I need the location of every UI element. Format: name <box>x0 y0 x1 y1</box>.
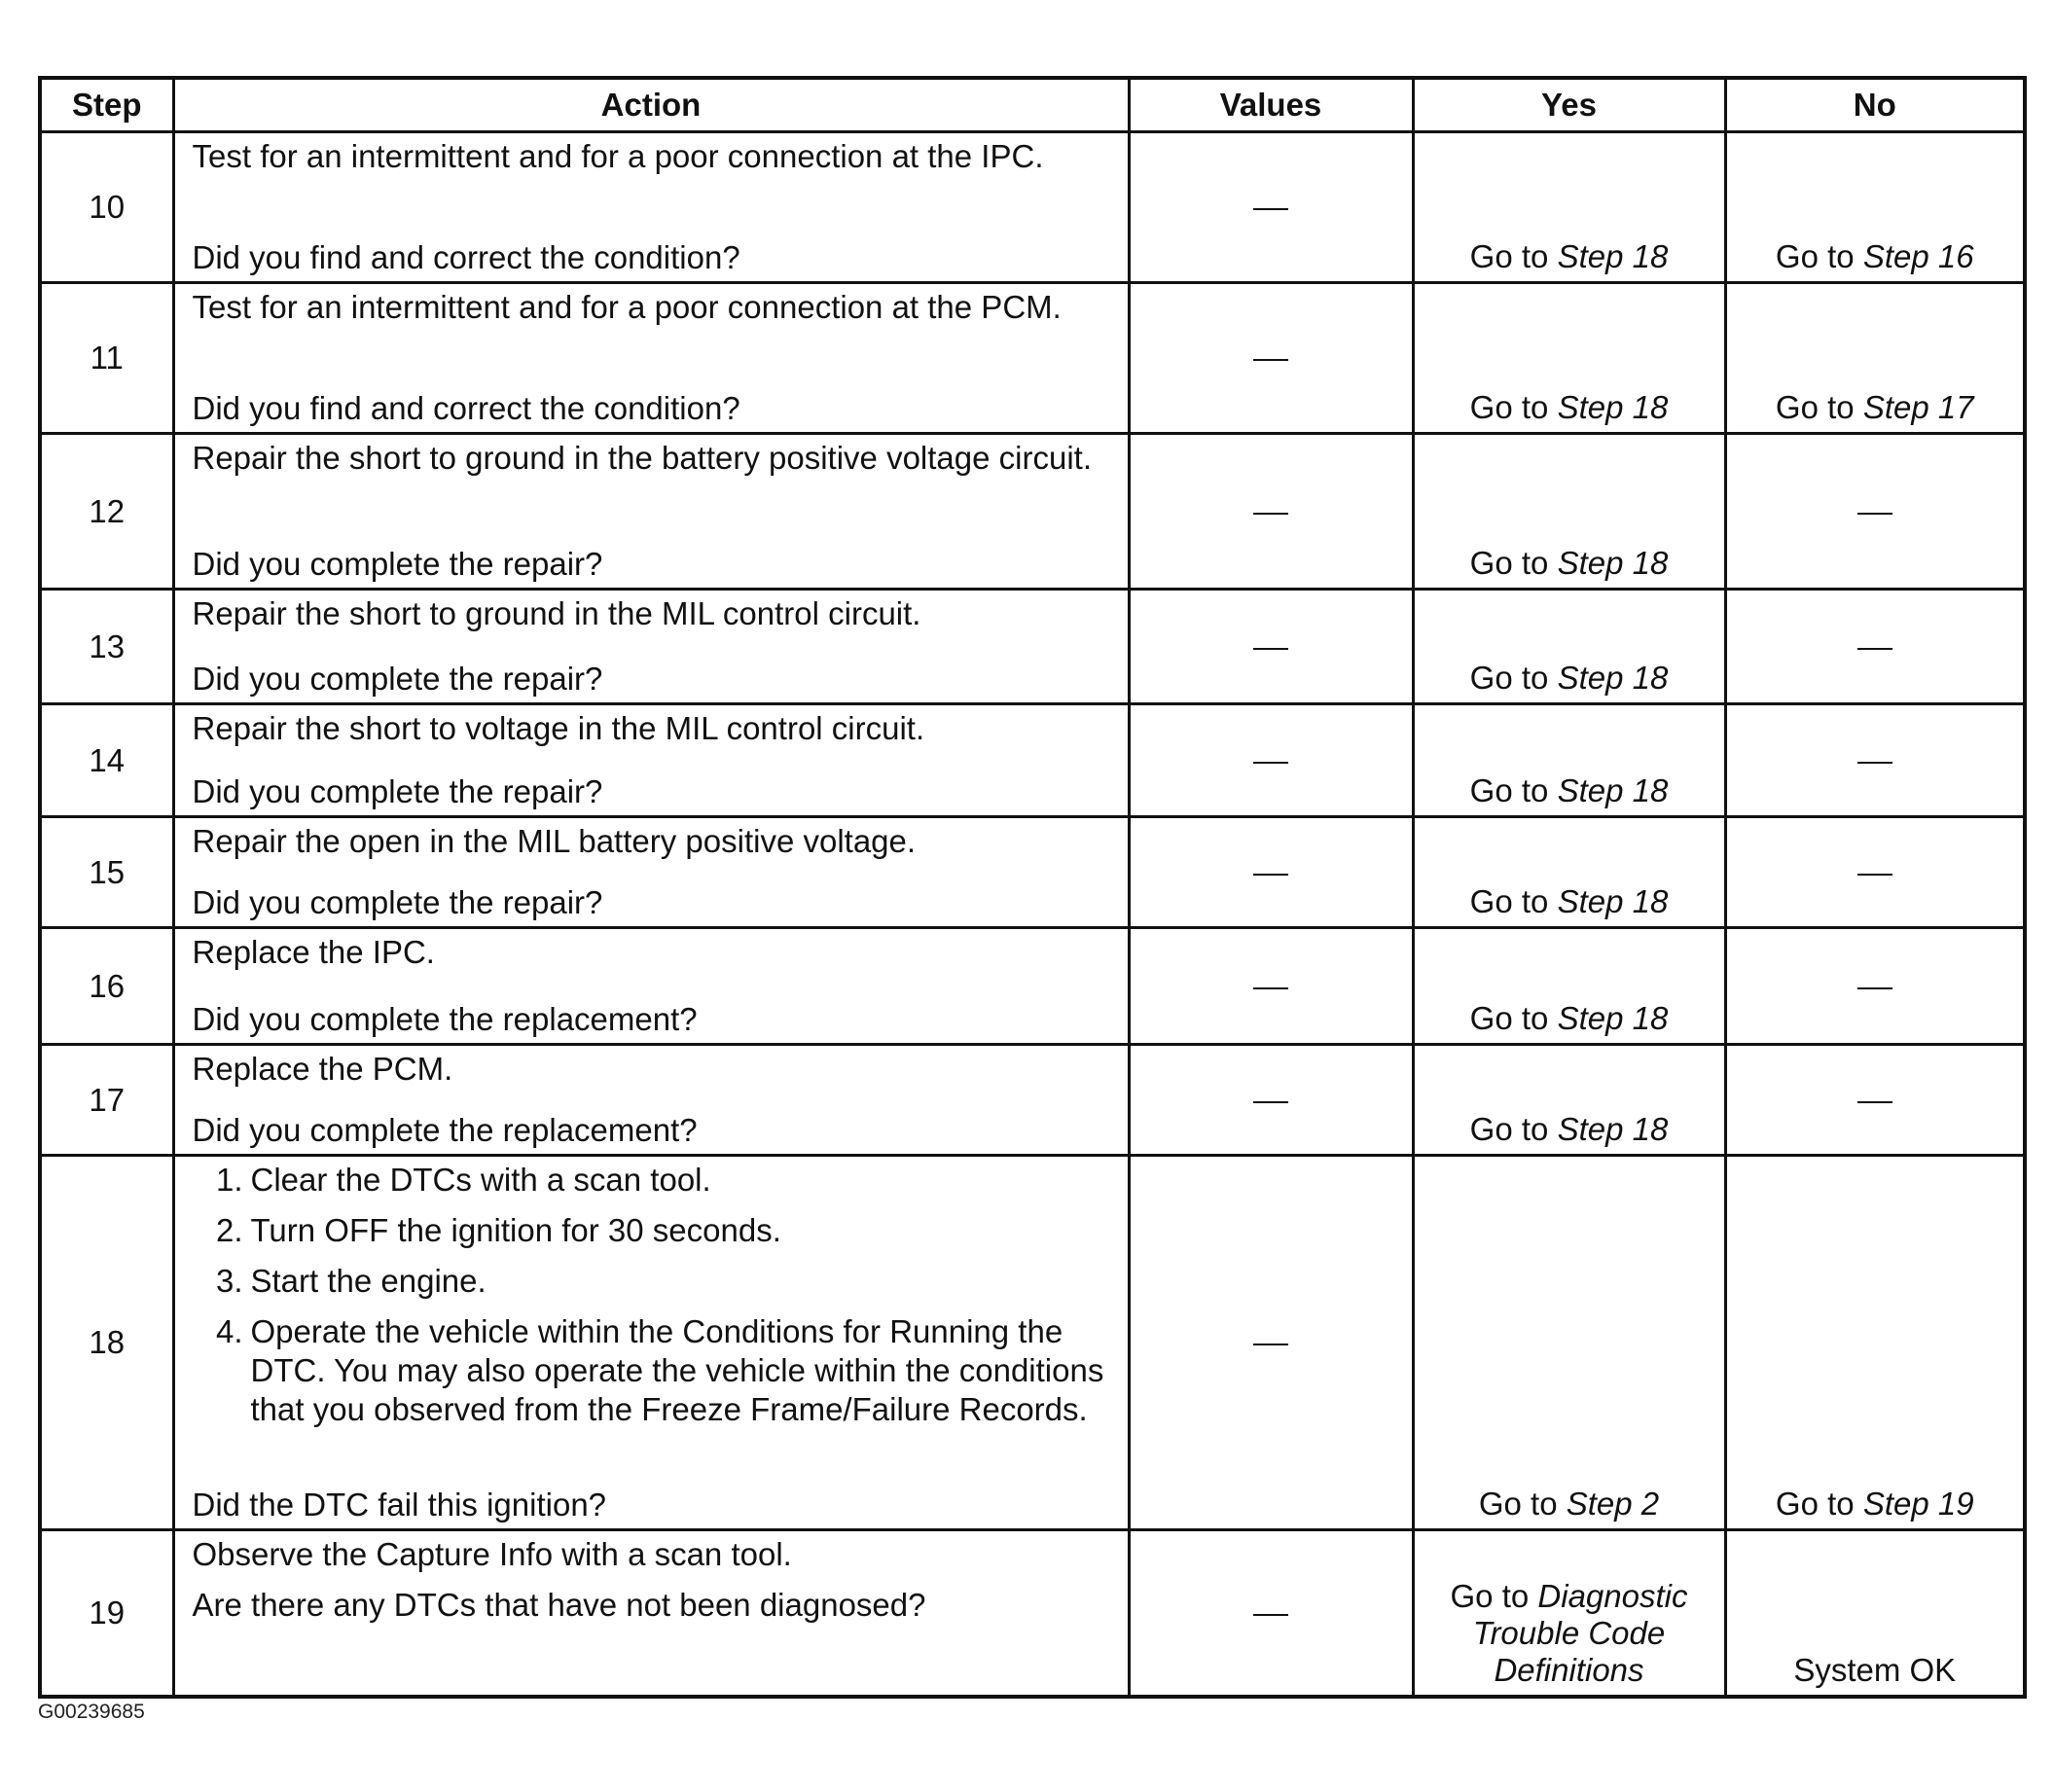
step-number: 19 <box>40 1530 173 1697</box>
table-row <box>40 1530 2025 1697</box>
yes-cell <box>1413 590 1725 704</box>
yes-cell <box>1413 1156 1725 1530</box>
step-number: 18 <box>40 1156 173 1530</box>
yes-prefix: Go to <box>1469 545 1558 581</box>
list-item <box>215 1211 1112 1250</box>
no-prefix: Go to <box>1775 238 1863 274</box>
action-text: Observe the Capture Info with a scan tool. <box>192 1536 792 1572</box>
table-row <box>40 928 2025 1045</box>
question-text: Did you complete the replacement? <box>192 1112 698 1148</box>
table-row <box>40 434 2025 590</box>
dash-mark <box>1253 648 1288 650</box>
action-text: Replace the PCM. <box>192 1051 453 1087</box>
action-cell <box>173 283 1129 434</box>
substep-number: 1. <box>215 1162 243 1198</box>
dash-mark <box>1857 513 1892 515</box>
yes-prefix: Go to <box>1469 660 1558 696</box>
no-cell <box>1725 704 2025 817</box>
no-step-link: Step 16 <box>1862 238 1974 274</box>
table-row <box>40 704 2025 817</box>
list-item <box>215 1312 1112 1429</box>
action-text: Test for an intermittent and for a poor connection at the IPC. <box>192 138 1044 174</box>
yes-cell <box>1413 928 1725 1045</box>
yes-cell <box>1413 283 1725 434</box>
step-number: 16 <box>40 928 173 1045</box>
no-cell <box>1725 1156 2025 1530</box>
yes-prefix: Go to <box>1469 389 1558 425</box>
step-number: 17 <box>40 1045 173 1156</box>
substep-list <box>193 1161 1112 1441</box>
dash-mark <box>1253 1344 1288 1345</box>
values-cell <box>1129 704 1413 817</box>
no-cell <box>1725 1530 2025 1697</box>
yes-step-link: Step 18 <box>1557 1111 1669 1147</box>
action-text: Repair the short to voltage in the MIL control circuit. <box>192 710 925 746</box>
yes-cell <box>1413 817 1725 928</box>
action-cell <box>173 1156 1129 1530</box>
question-text: Did you complete the replacement? <box>192 1001 698 1037</box>
substep-text: Operate the vehicle within the Conditions for Running the DTC. You may also operate the vehicle within the conditions that you observed from the Freeze Frame/Failure Records. <box>250 1313 1104 1427</box>
values-cell <box>1129 1530 1413 1697</box>
question-text: Did you complete the repair? <box>192 546 603 582</box>
question-text: Did you complete the repair? <box>192 773 603 809</box>
dash-mark <box>1857 987 1892 989</box>
dash-mark <box>1857 762 1892 764</box>
action-cell <box>173 817 1129 928</box>
action-cell <box>173 434 1129 590</box>
dash-mark <box>1253 987 1288 989</box>
step-number: 13 <box>40 590 173 704</box>
table-row <box>40 283 2025 434</box>
no-step-link: Step 19 <box>1862 1486 1974 1522</box>
yes-cell <box>1413 704 1725 817</box>
no-cell <box>1725 817 2025 928</box>
values-cell <box>1129 132 1413 283</box>
values-cell <box>1129 283 1413 434</box>
yes-step-link: Step 18 <box>1557 238 1669 274</box>
values-cell <box>1129 1045 1413 1156</box>
no-cell <box>1725 434 2025 590</box>
diagnostic-table <box>38 76 2027 1699</box>
yes-prefix: Go to <box>1469 1111 1558 1147</box>
yes-step-link: Step 2 <box>1566 1486 1660 1522</box>
dash-mark <box>1857 874 1892 876</box>
dash-mark <box>1253 762 1288 764</box>
header-values: Values <box>1129 78 1413 132</box>
action-cell <box>173 704 1129 817</box>
yes-line-1 <box>1415 1578 1724 1615</box>
dash-mark <box>1857 648 1892 650</box>
question-text: Did you find and correct the condition? <box>192 390 740 426</box>
action-cell <box>173 132 1129 283</box>
values-cell <box>1129 434 1413 590</box>
action-cell <box>173 928 1129 1045</box>
yes-prefix: Go to <box>1469 883 1558 919</box>
substep-text: Start the engine. <box>250 1263 486 1299</box>
step-number: 12 <box>40 434 173 590</box>
no-step-link: Step 17 <box>1862 389 1974 425</box>
step-number: 15 <box>40 817 173 928</box>
action-text: Repair the short to ground in the battery positive voltage circuit. <box>192 440 1092 476</box>
yes-prefix: Go to <box>1478 1486 1567 1522</box>
table-row <box>40 1156 2025 1530</box>
action-cell <box>173 590 1129 704</box>
values-cell <box>1129 1156 1413 1530</box>
substep-text: Turn OFF the ignition for 30 seconds. <box>250 1212 781 1248</box>
yes-step-link: Step 18 <box>1557 772 1669 808</box>
table-row <box>40 817 2025 928</box>
action-text: Replace the IPC. <box>192 934 435 970</box>
header-step: Step <box>40 78 173 132</box>
yes-prefix: Go to <box>1469 772 1558 808</box>
action-cell <box>173 1045 1129 1156</box>
yes-link-part-1: Diagnostic <box>1537 1577 1688 1614</box>
yes-cell <box>1413 434 1725 590</box>
question-text: Did you complete the repair? <box>192 661 603 697</box>
yes-step-link: Step 18 <box>1557 389 1669 425</box>
yes-step-link: Step 18 <box>1557 1000 1669 1036</box>
yes-step-link: Step 18 <box>1557 545 1669 581</box>
action-text: Repair the open in the MIL battery positive voltage. <box>192 823 917 859</box>
dash-mark <box>1253 359 1288 361</box>
substep-number: 2. <box>215 1212 243 1248</box>
step-number: 10 <box>40 132 173 283</box>
no-cell <box>1725 1045 2025 1156</box>
header-row <box>40 78 2025 132</box>
table-row <box>40 132 2025 283</box>
no-cell <box>1725 590 2025 704</box>
dash-mark <box>1253 513 1288 515</box>
header-action: Action <box>173 78 1129 132</box>
dash-mark <box>1857 1101 1892 1103</box>
yes-cell <box>1413 1530 1725 1697</box>
no-cell <box>1725 928 2025 1045</box>
yes-step-link: Step 18 <box>1557 660 1669 696</box>
question-text: Did you find and correct the condition? <box>192 239 740 275</box>
dash-mark <box>1253 1614 1288 1616</box>
list-item <box>215 1262 1112 1301</box>
table-row <box>40 1045 2025 1156</box>
substep-text: Clear the DTCs with a scan tool. <box>250 1162 711 1198</box>
action-text: Test for an intermittent and for a poor connection at the PCM. <box>192 289 1062 325</box>
no-result-text: System OK <box>1793 1651 1957 1688</box>
yes-link-part-2: Trouble Code <box>1472 1614 1666 1651</box>
question-text: Did you complete the repair? <box>192 884 603 920</box>
yes-prefix: Go to <box>1469 238 1558 274</box>
values-cell <box>1129 817 1413 928</box>
list-item <box>215 1161 1112 1200</box>
action-text: Repair the short to ground in the MIL control circuit. <box>192 595 921 631</box>
step-number: 14 <box>40 704 173 817</box>
yes-cell <box>1413 132 1725 283</box>
question-text: Did the DTC fail this ignition? <box>192 1487 607 1523</box>
step-number: 11 <box>40 283 173 434</box>
values-cell <box>1129 928 1413 1045</box>
no-cell <box>1725 132 2025 283</box>
yes-cell <box>1413 1045 1725 1156</box>
values-cell <box>1129 590 1413 704</box>
yes-link-part-3: Definitions <box>1494 1651 1644 1688</box>
yes-prefix: Go to <box>1450 1577 1538 1614</box>
yes-prefix: Go to <box>1469 1000 1558 1036</box>
table-row <box>40 590 2025 704</box>
question-text: Are there any DTCs that have not been diagnosed? <box>192 1587 926 1623</box>
figure-code: G00239685 <box>38 1701 145 1723</box>
dash-mark <box>1253 208 1288 210</box>
no-cell <box>1725 283 2025 434</box>
action-cell <box>173 1530 1129 1697</box>
header-no: No <box>1725 78 2025 132</box>
header-yes: Yes <box>1413 78 1725 132</box>
dash-mark <box>1253 874 1288 876</box>
substep-number: 4. <box>215 1313 243 1349</box>
no-prefix: Go to <box>1775 389 1863 425</box>
dash-mark <box>1253 1101 1288 1103</box>
yes-step-link: Step 18 <box>1557 883 1669 919</box>
substep-number: 3. <box>215 1263 243 1299</box>
no-prefix: Go to <box>1775 1486 1863 1522</box>
